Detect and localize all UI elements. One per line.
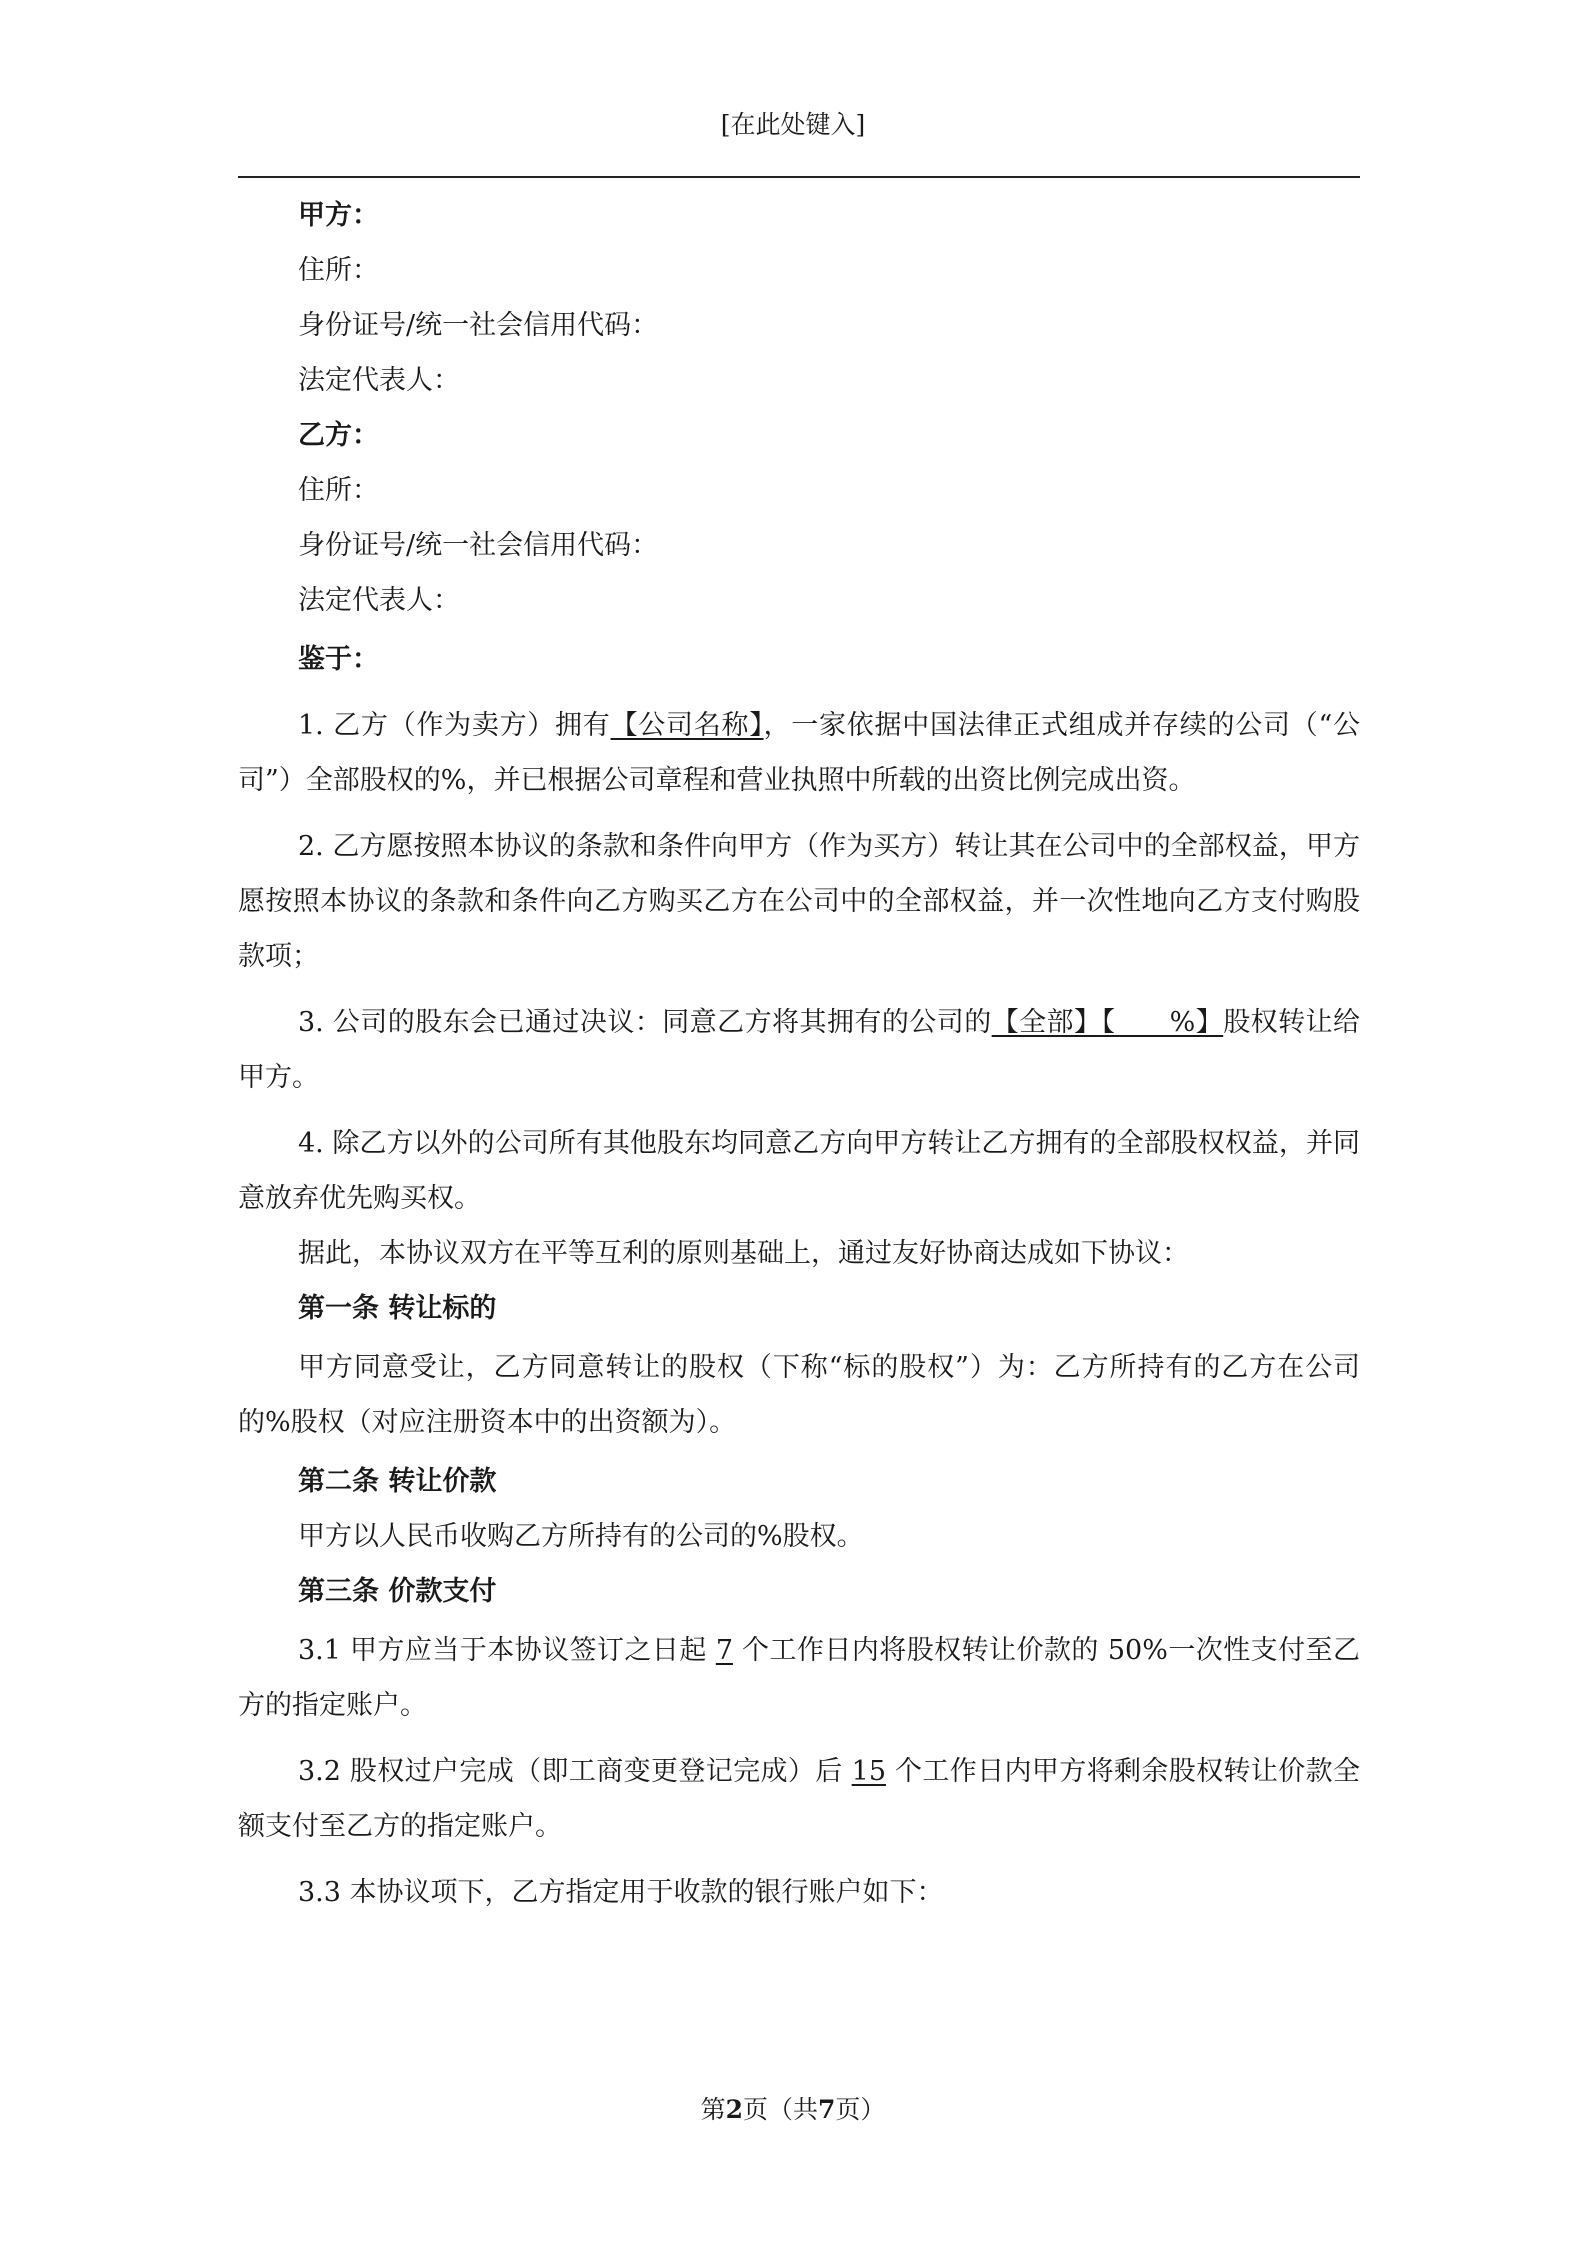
share-all-placeholder: 【全部】 (991, 1007, 1102, 1038)
article-2-text: 甲方以人民币收购乙方所持有的公司的%股权。 (298, 1521, 864, 1552)
whereas-item-1: 1. 乙方（作为卖方）拥有【公司名称】，一家依据中国法律正式组成并存续的公司（“公司”）全部股权的%，并已根据公司章程和营业执照中所载的出资比例完成出资。 (238, 710, 1361, 796)
article-1-text: 甲方同意受让，乙方同意转让的股权（下称“标的股权”）为：乙方所持有的乙方在公司的%股权（对应注册资本中的出资额为）。 (238, 1352, 1360, 1438)
whereas-heading: 鉴于： (298, 644, 379, 675)
page-header: [在此处键入] (720, 110, 866, 139)
party-a-rep: 法定代表人： (298, 365, 460, 396)
article-3-clause-3: 3.3 本协议项下，乙方指定用于收款的银行账户如下： (298, 1877, 944, 1908)
party-a-label: 甲方： (298, 200, 379, 231)
share-percent-placeholder: 【 %】 (1101, 1007, 1224, 1038)
payment-days-1: 7 (715, 1635, 733, 1666)
article-3-heading: 第三条 价款支付 (298, 1576, 497, 1607)
article-1-heading: 第一条 转让标的 (298, 1293, 497, 1324)
party-a-id: 身份证号/统一社会信用代码： (298, 310, 659, 341)
whereas-item-2: 2. 乙方愿按照本协议的条款和条件向甲方（作为买方）转让其在公司中的全部权益，甲方愿按照本协议的条款和条件向乙方购买乙方在公司中的全部权益，并一次性地向乙方支付购股款项； (238, 831, 1360, 972)
whereas-item-3: 3. 公司的股东会已通过决议：同意乙方将其拥有的公司的【全部】【 %】股权转让给甲方。 (238, 1007, 1361, 1093)
page-footer: 第2页（共7页） (700, 2095, 886, 2124)
party-b-address: 住所： (298, 475, 379, 506)
party-b-rep: 法定代表人： (298, 585, 460, 616)
header-divider (238, 176, 1360, 178)
article-3-clause-2: 3.2 股权过户完成（即工商变更登记完成）后 15 个工作日内甲方将剩余股权转让价款全额支付至乙方的指定账户。 (238, 1756, 1360, 1842)
whereas-item-4: 4. 除乙方以外的公司所有其他股东均同意乙方向甲方转让乙方拥有的全部股权权益，并同意放弃优先购买权。 (238, 1128, 1360, 1214)
page-total: 7 (818, 2095, 836, 2124)
payment-days-2: 15 (851, 1756, 886, 1787)
document-body (238, 188, 1360, 1920)
article-3-clause-1: 3.1 甲方应当于本协议签订之日起 7 个工作日内将股权转让价款的 50%一次性支付至乙方的指定账户。 (238, 1635, 1360, 1721)
party-b-id: 身份证号/统一社会信用代码： (298, 530, 659, 561)
party-a-address: 住所： (298, 255, 379, 286)
company-name-placeholder: 【公司名称】 (610, 710, 764, 741)
page-number: 2 (725, 2095, 743, 2124)
whereas-conclusion: 据此，本协议双方在平等互利的原则基础上，通过友好协商达成如下协议： (298, 1238, 1189, 1269)
party-b-label: 乙方： (298, 420, 379, 451)
article-2-heading: 第二条 转让价款 (298, 1466, 497, 1497)
